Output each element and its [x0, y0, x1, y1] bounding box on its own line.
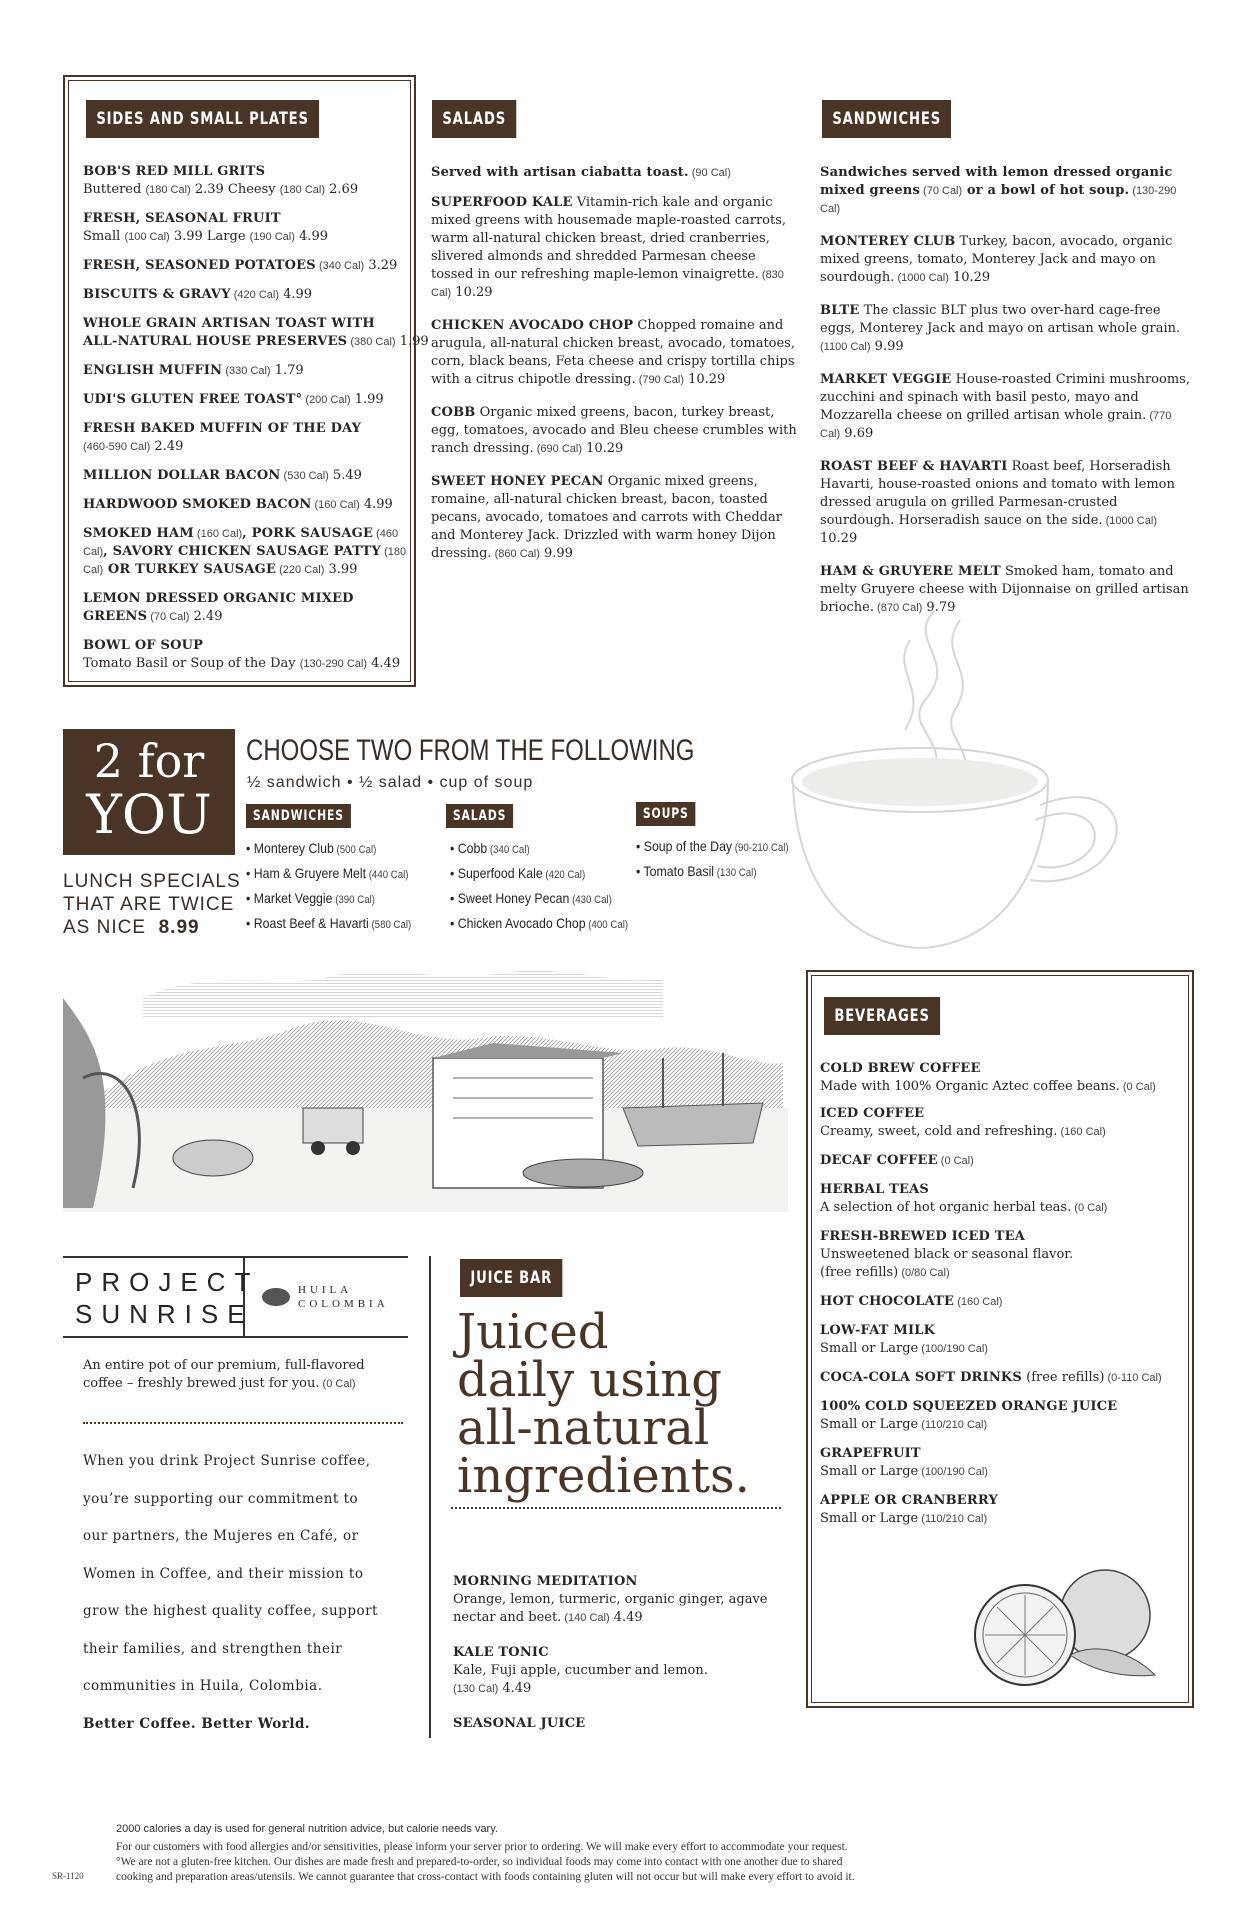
beverage-item: HERBAL TEAS A selection of hot organic herbal teas. (0 Cal) [820, 1182, 1108, 1215]
sides-item: FRESH, SEASONED POTATOES (340 Cal) 3.29 [83, 258, 398, 273]
list-item: • Soup of the Day (90-210 Cal) [636, 838, 789, 854]
juice-headline: Juiced daily using all-natural ingredients. [457, 1304, 750, 1504]
sides-item: MILLION DOLLAR BACON (530 Cal) 5.49 [83, 468, 362, 483]
beverage-item: COLD BREW COFFEE Made with 100% Organic Aztec coffee beans. (0 Cal) [820, 1061, 1156, 1094]
beverage-item: HOT CHOCOLATE (160 Cal) [820, 1294, 1003, 1309]
list-item: • Sweet Honey Pecan (430 Cal) [450, 890, 612, 906]
juice-item: MORNING MEDITATION Orange, lemon, turmeric, organic ginger, agave nectar and beet. (140 Cal) 4.49 [453, 1574, 768, 1625]
list-item: • Superfood Kale (420 Cal) [450, 865, 586, 881]
beverage-item: LOW-FAT MILK Small or Large (100/190 Cal) [820, 1323, 988, 1356]
coffee-cup-illustration [785, 600, 1140, 960]
sunrise-desc: An entire pot of our premium, full-flavored coffee – freshly brewed just for you. (0 Cal) [83, 1358, 365, 1391]
beverage-item: APPLE OR CRANBERRY Small or Large (110/210 Cal) [820, 1493, 998, 1526]
list-item: • Monterey Club (500 Cal) [246, 840, 377, 856]
sides-item: LEMON DRESSED ORGANIC MIXED GREENS (70 Cal) 2.49 [83, 591, 354, 624]
list-item: • Market Veggie (390 Cal) [246, 890, 376, 906]
salads-header: SALADS [432, 100, 516, 138]
two-salads-list [450, 840, 652, 940]
two-for-you-logo [63, 729, 235, 855]
sandwich-item: BLTE The classic BLT plus two over-hard cage-free eggs, Monterey Jack and mayo on artisan whole grain. (1100 Cal) 9.99 [820, 303, 1181, 354]
sandwich-item: ROAST BEEF & HAVARTI Roast beef, Horseradish Havarti, house-roasted onions and tomato with lemon dressed arugula on grilled Parmesan-crusted sourdough. Horseradish sauce on the side. (1000 Cal) 10.29 [820, 459, 1175, 546]
salads-list [431, 164, 797, 574]
sandwich-item: MONTEREY CLUB Turkey, bacon, avocado, organic mixed greens, tomato, Monterey Jack and mayo on sourdough. (1000 Cal) 10.29 [820, 234, 1173, 285]
salads-intro: Served with artisan ciabatta toast. (90 Cal) [431, 165, 731, 180]
grapefruit-illustration [960, 1560, 1160, 1690]
salad-item: CHICKEN AVOCADO CHOP Chopped romaine and arugula, all-natural chicken breast, avocado, tomatoes, corn, black beans, Feta cheese and crispy tortilla chips with a citrus chipotle dressing. (790 Cal) 10.29 [431, 318, 795, 387]
sandwiches-header-wrap [822, 100, 972, 138]
salad-item: SWEET HONEY PECAN Organic mixed greens, romaine, all-natural chicken breast, bacon, toasted pecans, avocado, tomatoes and carrots with Cheddar and Monterey Jack. Drizzled with warm honey Dijon dressing. (860 Cal) 9.99 [431, 474, 782, 561]
beverages-header-wrap [824, 997, 959, 1035]
juice-item: SEASONAL JUICE [453, 1716, 586, 1731]
juice-header-wrap [460, 1259, 579, 1297]
footer-code: SR-1120 [52, 1871, 84, 1881]
sandwiches-intro: Sandwiches served with lemon dressed organic mixed greens (70 Cal) or a bowl of hot soup. (130-290 Cal) [820, 165, 1177, 215]
sides-header-wrap [86, 100, 357, 138]
beverage-item: GRAPEFRUIT Small or Large (100/190 Cal) [820, 1446, 988, 1479]
salad-item: SUPERFOOD KALE Vitamin-rich kale and organic mixed greens with housemade maple-roasted carrots, warm all-natural chicken breast, dried cranberries, slivered almonds and shredded Parmesan cheese tossed in our refreshing maple-lemon vinaigrette. (830 Cal) 10.29 [431, 195, 787, 300]
list-item: • Roast Beef & Havarti (580 Cal) [246, 915, 412, 931]
sides-item: HARDWOOD SMOKED BACON (160 Cal) 4.99 [83, 497, 393, 512]
logo-line1: 2 for [93, 734, 205, 788]
sides-list [83, 163, 429, 684]
juice-dots [451, 1507, 781, 1509]
list-item: • Ham & Gruyere Melt (440 Cal) [246, 865, 409, 881]
sunrise-title: PROJECT SUNRISE [75, 1267, 260, 1329]
sides-item: WHOLE GRAIN ARTISAN TOAST WITH ALL-NATURAL HOUSE PRESERVES (380 Cal) 1.99 [83, 316, 429, 349]
two-sandwiches-label: SANDWICHES [246, 804, 351, 828]
logo-line2: YOU [86, 783, 212, 846]
sides-item: FRESH BAKED MUFFIN OF THE DAY (460-590 Cal) 2.49 [83, 421, 362, 454]
sides-item: ENGLISH MUFFIN (330 Cal) 1.79 [83, 363, 304, 378]
list-item: • Chicken Avocado Chop (400 Cal) [450, 915, 629, 931]
coffee-bean-icon [262, 1288, 290, 1306]
sunrise-origin: HUILA COLOMBIA [298, 1284, 389, 1310]
two-soups-label-wrap [636, 802, 705, 826]
two-salads-label-wrap [446, 804, 524, 828]
coffee-farm-illustration [63, 958, 788, 1212]
beverage-item: 100% COLD SQUEEZED ORANGE JUICE Small or Large (110/210 Cal) [820, 1399, 1118, 1432]
sides-item: SMOKED HAM (160 Cal), PORK SAUSAGE (460 Cal), SAVORY CHICKEN SAUSAGE PATTY (180 Cal) OR TURKEY SAUSAGE (220 Cal) 3.99 [83, 526, 407, 577]
sides-item: FRESH, SEASONAL FRUIT Small (100 Cal) 3.99 Large (190 Cal) 4.99 [83, 211, 328, 244]
sides-header: SIDES AND SMALL PLATES [86, 100, 319, 138]
beverage-item: FRESH-BREWED ICED TEA Unsweetened black or seasonal flavor. (free refills) (0/80 Cal) [820, 1229, 1074, 1280]
juice-list [453, 1573, 793, 1744]
list-item: • Tomato Basil (130 Cal) [636, 863, 757, 879]
two-for-you-subtitle: ½ sandwich • ½ salad • cup of soup [247, 774, 534, 791]
juice-item: KALE TONIC Kale, Fuji apple, cucumber and lemon. (130 Cal) 4.49 [453, 1645, 708, 1696]
two-salads-label: SALADS [446, 804, 513, 828]
beverage-item: ICED COFFEE Creamy, sweet, cold and refreshing. (160 Cal) [820, 1106, 1106, 1139]
sides-item: UDI'S GLUTEN FREE TOAST° (200 Cal) 1.99 [83, 392, 384, 407]
sides-item: BOB'S RED MILL GRITS Buttered (180 Cal) 2.39 Cheesy (180 Cal) 2.69 [83, 164, 359, 197]
beverages-list [820, 1060, 1180, 1539]
two-for-you-price: 8.99 [158, 917, 200, 938]
two-soups-label: SOUPS [636, 802, 696, 826]
two-for-you-tagline: LUNCH SPECIALS THAT ARE TWICE AS NICE 8.99 [63, 871, 241, 938]
beverages-header: BEVERAGES [824, 997, 940, 1035]
two-sandwiches-label-wrap [246, 804, 368, 828]
juice-header: JUICE BAR [460, 1259, 562, 1297]
footer-notes: 2000 calories a day is used for general nutrition advice, but calorie needs vary. For our customers with food allergies and/or sensitivities, please inform your server prior to ordering. We will make every effort to accommodate your request. °We are not a gluten-free kitchen. Our dishes are made fresh and prepared-to-order, so individual foods may come into contact with one another due to shared cooking and preparation areas/utensils. We cannot guarantee that cross-contact with foods containing gluten will not occur but will make every effort to avoid it. [116, 1823, 855, 1883]
salads-header-wrap [432, 100, 530, 138]
sides-item: BOWL OF SOUP Tomato Basil or Soup of the Day (130-290 Cal) 4.49 [83, 638, 401, 671]
two-for-you-title: CHOOSE TWO FROM THE FOLLOWING [246, 734, 695, 767]
sandwich-item: MARKET VEGGIE House-roasted Crimini mushrooms, zucchini and spinach with basil pesto, mayo and Mozzarella cheese on grilled artisan whole grain. (770 Cal) 9.69 [820, 372, 1190, 441]
sandwich-item: HAM & GRUYERE MELT Smoked ham, tomato and melty Gruyere cheese with Dijonnaise on grilled artisan brioche. (870 Cal) 9.79 [820, 564, 1189, 615]
beverage-item: COCA-COLA SOFT DRINKS (free refills) (0-110 Cal) [820, 1370, 1162, 1385]
sandwiches-list [820, 164, 1192, 628]
beverage-item: DECAF COFFEE (0 Cal) [820, 1153, 974, 1168]
two-sandwiches-list [246, 840, 434, 940]
two-soups-list [636, 838, 809, 888]
sides-item: BISCUITS & GRAVY (420 Cal) 4.99 [83, 287, 313, 302]
sunrise-dots [83, 1422, 403, 1424]
column-divider [429, 1256, 431, 1738]
salad-item: COBB Organic mixed greens, bacon, turkey breast, egg, tomatoes, avocado and Bleu cheese crumbles with ranch dressing. (690 Cal) 10.29 [431, 405, 797, 456]
sandwiches-header: SANDWICHES [822, 100, 951, 138]
sunrise-story: When you drink Project Sunrise coffee, you’re supporting our commitment to our partners, the Mujeres en Café, or Women in Coffee, and their mission to grow the highest quality coffee, support their families, and strengthen their communities in Huila, Colombia. Better Coffee. Better World. [83, 1453, 378, 1732]
list-item: • Cobb (340 Cal) [450, 840, 530, 856]
